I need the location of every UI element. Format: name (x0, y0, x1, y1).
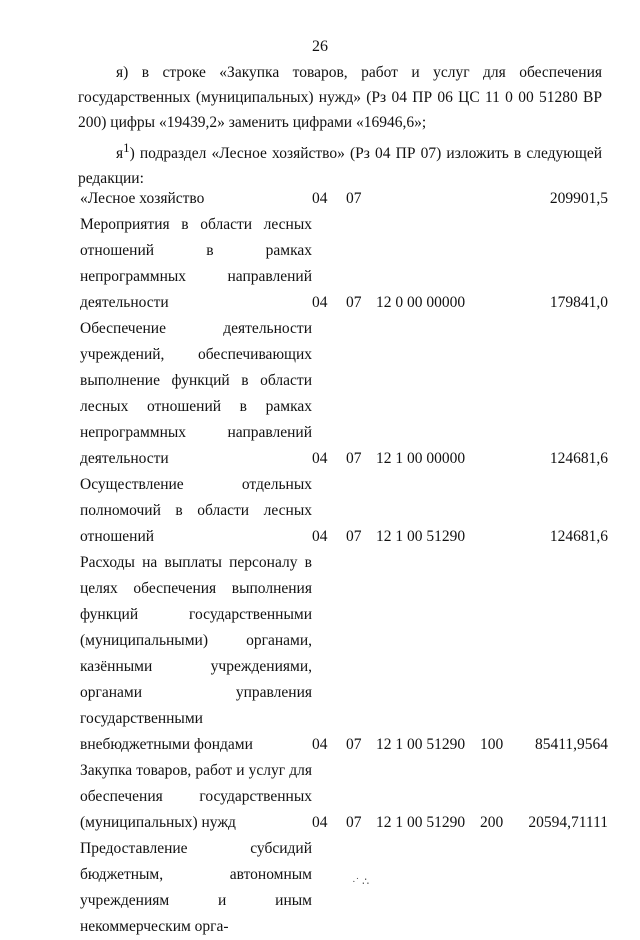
row-sum: 124681,6 (549, 528, 608, 545)
paragraph-ya1 (78, 135, 602, 191)
table-row (80, 316, 608, 472)
row-cs: 12 1 00 51290 (376, 528, 466, 545)
row-pr: 07 (346, 190, 362, 207)
row-vr: 200 (480, 814, 504, 831)
table-row (80, 212, 608, 316)
paragraph-ya1-superscript: 1 (123, 140, 130, 155)
row-rz: 04 (312, 190, 328, 207)
paragraph-ya1-prefix: я (116, 145, 124, 163)
row-sum: 124681,6 (549, 450, 608, 467)
table-row (80, 472, 608, 550)
paragraph-ya1-text: ) подраздел «Лесное хозяйство» (Рз 04 ПР 07) изложить в следующей редакции: (78, 145, 602, 188)
row-name: Расходы на выплаты персоналу в целях обеспечения выполнения функций государственными (муниципальными) органами, казёнными учреждениями, органами управления государственными внебюджетными фондами (80, 554, 312, 753)
row-sum: 20594,71111 (528, 814, 608, 831)
table-row (80, 836, 608, 940)
table-row (80, 186, 608, 212)
table-row (80, 550, 608, 758)
row-pr: 07 (346, 528, 362, 545)
row-sum (520, 836, 608, 940)
scan-noise-mark: ·˙ ∴ (352, 876, 370, 888)
row-pr: 07 (346, 450, 362, 467)
row-vr: 100 (480, 736, 504, 753)
row-vr (480, 316, 520, 472)
row-name: «Лесное хозяйство (80, 190, 205, 207)
row-pr: 07 (346, 736, 362, 753)
row-cs: 12 0 00 00000 (376, 294, 466, 311)
row-rz (312, 836, 346, 940)
row-pr (346, 836, 376, 940)
row-rz: 04 (312, 736, 328, 753)
paragraph-ya (78, 60, 602, 135)
row-vr (480, 472, 520, 550)
row-cs: 12 1 00 00000 (376, 450, 466, 467)
row-sum: 209901,5 (549, 190, 608, 207)
row-cs: 12 1 00 51290 (376, 736, 466, 753)
paragraph-ya-text: я) в строке «Закупка товаров, работ и услуг для обеспечения государственных (муниципальных) нужд» (Рз 04 ПР 06 ЦС 11 0 00 51280 ВР 200) цифры «19439,2» заменить цифрами «16946,6»; (78, 64, 602, 131)
row-cs: 12 1 00 51290 (376, 814, 466, 831)
row-name: Обеспечение деятельности учреждений, обеспечивающих выполнение функций в области лесных отношений в рамках непрограммных направлений деятельности (80, 320, 312, 467)
row-cs (376, 186, 480, 212)
row-name: Мероприятия в области лесных отношений в рамках непрограммных направлений деятельности (80, 216, 312, 311)
row-vr (480, 212, 520, 316)
row-rz: 04 (312, 450, 328, 467)
table-row (80, 758, 608, 836)
row-name: Предоставление субсидий бюджетным, автономным учреждениям и иным некоммерческим орга- (80, 840, 312, 935)
row-vr (480, 186, 520, 212)
row-pr: 07 (346, 294, 362, 311)
row-rz: 04 (312, 294, 328, 311)
row-name: Осуществление отдельных полномочий в области лесных отношений (80, 476, 312, 545)
budget-table (80, 186, 608, 940)
row-rz: 04 (312, 528, 328, 545)
row-name: Закупка товаров, работ и услуг для обеспечения государственных (муниципальных) нужд (80, 762, 312, 831)
row-rz: 04 (312, 814, 328, 831)
row-cs (376, 836, 480, 940)
row-sum: 179841,0 (549, 294, 608, 311)
page-number: 26 (312, 38, 328, 55)
row-pr: 07 (346, 814, 362, 831)
row-sum: 85411,9564 (534, 736, 608, 753)
row-vr (480, 836, 520, 940)
